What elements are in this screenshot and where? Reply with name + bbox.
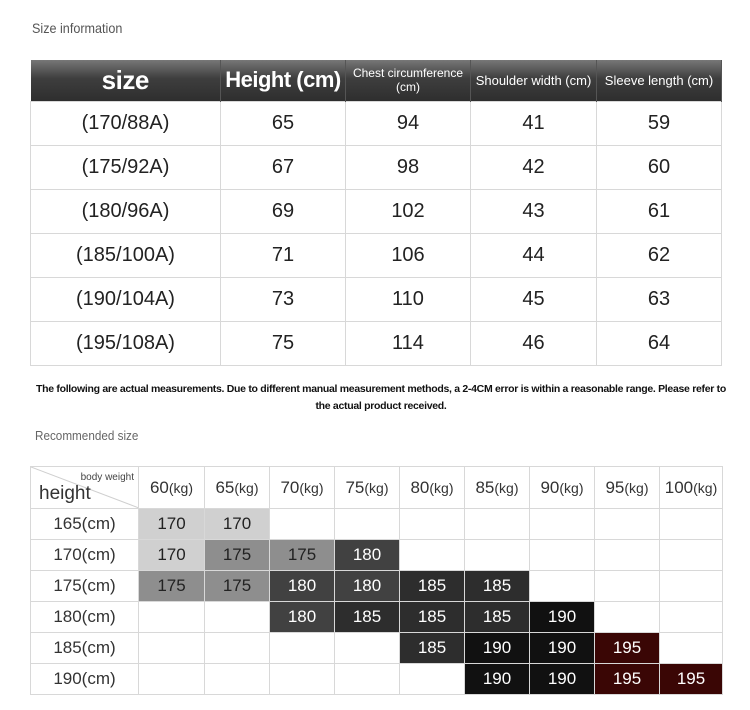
recommended-size-cell — [205, 633, 270, 664]
recommended-size-cell — [530, 540, 595, 571]
recommended-size-cell — [530, 571, 595, 602]
recommended-size-cell: 185 — [400, 571, 465, 602]
recommended-size-cell — [660, 633, 723, 664]
recommended-size-cell — [660, 571, 723, 602]
recommended-size-cell: 190 — [530, 633, 595, 664]
height-cell: 67 — [221, 146, 346, 190]
corner-header-cell — [31, 467, 139, 509]
recommended-row — [31, 602, 723, 633]
header-size: size — [31, 60, 221, 102]
size-table — [30, 60, 722, 366]
recommended-size-cell — [465, 509, 530, 540]
recommended-size-cell: 195 — [660, 664, 723, 695]
recommended-size-cell — [270, 633, 335, 664]
recommended-size-cell: 170 — [139, 509, 205, 540]
recommended-size-cell: 170 — [205, 509, 270, 540]
sleeve-cell: 64 — [597, 322, 722, 366]
height-row-label: 170(cm) — [31, 540, 139, 571]
weight-header-cell — [595, 467, 660, 509]
recommended-size-table — [30, 466, 723, 695]
size-table-row — [31, 234, 722, 278]
shoulder-cell: 42 — [471, 146, 597, 190]
weight-unit: (kg) — [494, 479, 519, 496]
weight-unit: (kg) — [693, 479, 718, 496]
recommended-row — [31, 571, 723, 602]
size-table-row — [31, 146, 722, 190]
recommended-size-cell — [595, 571, 660, 602]
weight-value: 80 — [410, 477, 430, 497]
size-table-row — [31, 102, 722, 146]
recommended-size-cell: 170 — [139, 540, 205, 571]
weight-unit: (kg) — [234, 479, 259, 496]
height-cell: 65 — [221, 102, 346, 146]
weight-header-cell — [270, 467, 335, 509]
height-cell: 73 — [221, 278, 346, 322]
weight-header-cell — [465, 467, 530, 509]
height-row-label: 190(cm) — [31, 664, 139, 695]
header-shoulder: Shoulder width (cm) — [471, 60, 597, 102]
size-cell: (195/108A) — [31, 322, 221, 366]
height-row-label: 165(cm) — [31, 509, 139, 540]
size-table-header-row — [31, 60, 722, 102]
shoulder-cell: 46 — [471, 322, 597, 366]
recommended-row — [31, 664, 723, 695]
weight-header-cell — [335, 467, 400, 509]
weight-header-cell — [139, 467, 205, 509]
sleeve-cell: 61 — [597, 190, 722, 234]
weight-value: 60 — [149, 477, 169, 497]
recommended-size-cell: 180 — [335, 571, 400, 602]
recommended-size-cell — [595, 540, 660, 571]
recommended-size-cell: 185 — [465, 602, 530, 633]
size-cell: (185/100A) — [31, 234, 221, 278]
header-chest: Chest circumference (cm) — [346, 60, 471, 102]
recommended-size-cell — [400, 540, 465, 571]
weight-unit: (kg) — [364, 479, 389, 496]
recommended-size-cell — [660, 509, 723, 540]
header-sleeve: Sleeve length (cm) — [597, 60, 722, 102]
recommended-size-cell — [465, 540, 530, 571]
recommended-size-cell — [335, 633, 400, 664]
chest-cell: 94 — [346, 102, 471, 146]
recommended-size-cell: 175 — [205, 571, 270, 602]
recommended-size-cell: 190 — [530, 602, 595, 633]
weight-header-row — [31, 467, 723, 509]
weight-unit: (kg) — [559, 479, 584, 496]
height-row-label: 180(cm) — [31, 602, 139, 633]
size-table-row — [31, 278, 722, 322]
measurement-note: The following are actual measurements. Due to different manual measurement methods, a 2-4CM error is within a reasonable range. Please refer to the actual product received. — [36, 383, 726, 412]
recommended-size-cell — [660, 540, 723, 571]
header-height: Height (cm) — [221, 60, 346, 102]
recommended-size-cell: 185 — [400, 602, 465, 633]
weight-value: 70 — [280, 477, 300, 497]
chest-cell: 102 — [346, 190, 471, 234]
weight-unit: (kg) — [429, 479, 454, 496]
recommended-size-cell: 185 — [465, 571, 530, 602]
recommended-size-cell: 185 — [335, 602, 400, 633]
recommended-size-cell — [139, 664, 205, 695]
weight-header-cell — [400, 467, 465, 509]
chest-cell: 106 — [346, 234, 471, 278]
height-cell: 69 — [221, 190, 346, 234]
weight-value: 100 — [664, 477, 694, 497]
recommended-size-title: Recommended size — [35, 428, 139, 443]
recommended-size-cell — [270, 509, 335, 540]
size-cell: (190/104A) — [31, 278, 221, 322]
shoulder-cell: 44 — [471, 234, 597, 278]
recommended-size-cell — [595, 509, 660, 540]
recommended-size-cell: 190 — [465, 664, 530, 695]
weight-header-cell — [660, 467, 723, 509]
recommended-size-cell — [270, 664, 335, 695]
weight-unit: (kg) — [168, 479, 194, 496]
height-cell: 71 — [221, 234, 346, 278]
weight-value: 95 — [605, 477, 625, 497]
sleeve-cell: 63 — [597, 278, 722, 322]
recommended-size-cell: 180 — [335, 540, 400, 571]
recommended-size-cell: 175 — [139, 571, 205, 602]
recommended-size-cell — [660, 602, 723, 633]
recommended-size-cell: 190 — [465, 633, 530, 664]
recommended-size-cell — [335, 664, 400, 695]
size-table-row — [31, 322, 722, 366]
recommended-size-cell — [205, 602, 270, 633]
chest-cell: 114 — [346, 322, 471, 366]
height-row-label: 175(cm) — [31, 571, 139, 602]
recommended-size-cell — [205, 664, 270, 695]
recommended-size-cell: 195 — [595, 633, 660, 664]
body-weight-label: body weight — [80, 472, 134, 483]
recommended-row — [31, 540, 723, 571]
recommended-size-cell — [595, 602, 660, 633]
weight-unit: (kg) — [299, 479, 324, 496]
size-information-title: Size information — [32, 20, 123, 36]
size-cell: (180/96A) — [31, 190, 221, 234]
weight-header-cell — [205, 467, 270, 509]
recommended-size-cell — [335, 509, 400, 540]
height-row-label: 185(cm) — [31, 633, 139, 664]
recommended-size-cell — [400, 509, 465, 540]
recommended-size-cell: 175 — [205, 540, 270, 571]
recommended-size-cell — [139, 602, 205, 633]
recommended-size-cell: 180 — [270, 571, 335, 602]
weight-value: 90 — [540, 477, 560, 497]
sleeve-cell: 60 — [597, 146, 722, 190]
chest-cell: 110 — [346, 278, 471, 322]
sleeve-cell: 59 — [597, 102, 722, 146]
recommended-size-cell: 185 — [400, 633, 465, 664]
recommended-size-cell: 190 — [530, 664, 595, 695]
shoulder-cell: 41 — [471, 102, 597, 146]
weight-value: 65 — [215, 477, 235, 497]
weight-unit: (kg) — [624, 479, 649, 496]
shoulder-cell: 45 — [471, 278, 597, 322]
size-cell: (170/88A) — [31, 102, 221, 146]
recommended-row — [31, 633, 723, 664]
recommended-row — [31, 509, 723, 540]
size-cell: (175/92A) — [31, 146, 221, 190]
weight-value: 85 — [475, 477, 495, 497]
size-table-row — [31, 190, 722, 234]
weight-header-cell — [530, 467, 595, 509]
weight-value: 75 — [345, 477, 365, 497]
sleeve-cell: 62 — [597, 234, 722, 278]
shoulder-cell: 43 — [471, 190, 597, 234]
height-cell: 75 — [221, 322, 346, 366]
recommended-size-cell: 195 — [595, 664, 660, 695]
recommended-size-cell: 180 — [270, 602, 335, 633]
recommended-size-cell: 175 — [270, 540, 335, 571]
height-label: height — [39, 483, 91, 504]
recommended-size-cell — [139, 633, 205, 664]
recommended-size-cell — [530, 509, 595, 540]
recommended-size-cell — [400, 664, 465, 695]
chest-cell: 98 — [346, 146, 471, 190]
